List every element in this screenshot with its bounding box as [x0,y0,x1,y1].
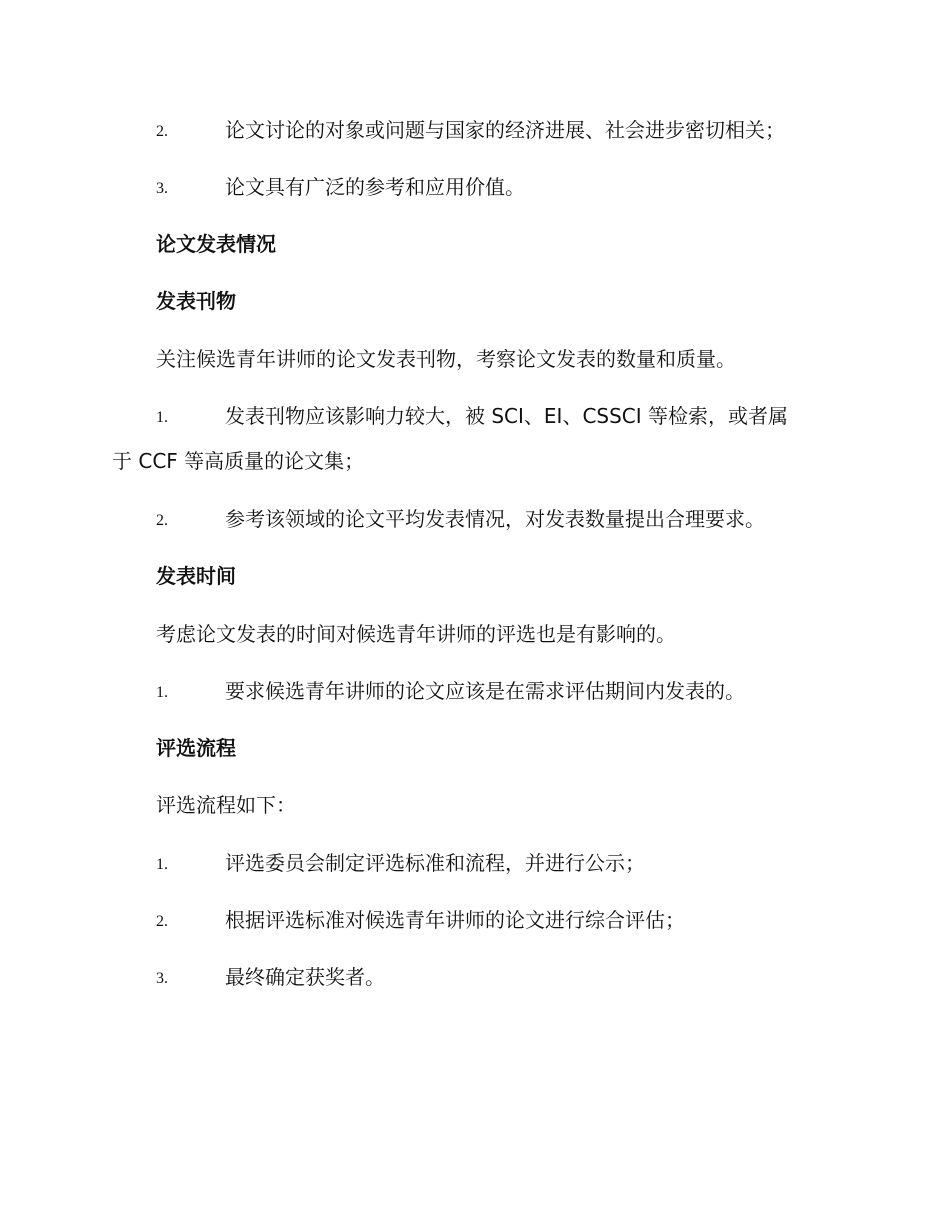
section-heading-process: 评选流程 [156,736,236,760]
paragraph-process-intro: 评选流程如下： [156,793,296,817]
subheading-journal: 发表刊物 [156,289,236,313]
list-number: 2. [156,123,168,140]
list-number: 3. [156,180,168,197]
paragraph-time-intro: 考虑论文发表的时间对候选青年讲师的评选也是有影响的。 [156,622,676,646]
list-text: 要求候选青年讲师的论文应该是在需求评估期间内发表的。 [225,679,745,703]
list-text: 评选委员会制定评选标准和流程，并进行公示； [225,851,645,875]
section-heading-publication: 论文发表情况 [156,232,276,256]
list-text: 参考该领域的论文平均发表情况，对发表数量提出合理要求。 [225,507,765,531]
subheading-time: 发表时间 [156,564,236,588]
list-text: 论文具有广泛的参考和应用价值。 [225,175,525,199]
list-text: 发表刊物应该影响力较大，被 SCI、EI、CSSCI 等检索，或者属 [225,404,789,428]
list-text: 论文讨论的对象或问题与国家的经济进展、社会进步密切相关； [225,118,785,142]
list-number: 3. [156,970,168,987]
list-number: 1. [156,409,168,426]
list-number: 2. [156,512,168,529]
list-text-continuation: 于 CCF 等高质量的论文集； [112,449,365,473]
list-text: 根据评选标准对候选青年讲师的论文进行综合评估； [225,908,685,932]
list-text: 最终确定获奖者。 [225,965,385,989]
paragraph-journal-intro: 关注候选青年讲师的论文发表刊物，考察论文发表的数量和质量。 [156,347,736,371]
list-number: 1. [156,684,168,701]
list-number: 2. [156,913,168,930]
list-number: 1. [156,856,168,873]
